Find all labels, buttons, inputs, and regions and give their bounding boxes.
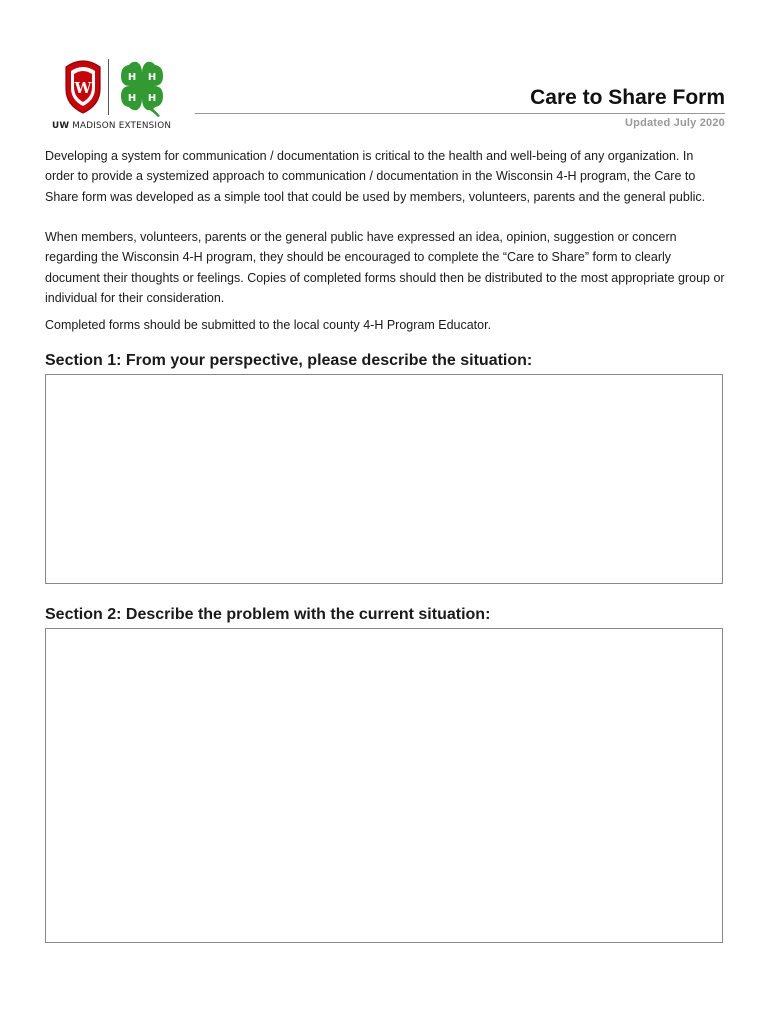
4h-clover-icon — [116, 59, 168, 117]
clover-leaf-letter: H — [127, 72, 137, 83]
uw-text: UW — [52, 121, 70, 131]
section-1-answer-field[interactable] — [45, 374, 723, 584]
section-2-heading: Section 2: Describe the problem with the current situation: — [45, 606, 491, 623]
uw-crest-icon — [62, 57, 104, 115]
form-title: Care to Share Form — [530, 86, 725, 109]
intro-paragraph-1: Developing a system for communication / documentation is critical to the health and well-being of any organization. In order to provide a systemized approach to communication / documentation in the Wisconsin 4-H program, the Care to Share form was developed as a simple tool that could be used by members, volunteers, parents and the general public. — [45, 149, 706, 204]
clover-leaf-letter: H — [147, 72, 157, 83]
intro-paragraph-3: Completed forms should be submitted to the local county 4-H Program Educator. — [45, 318, 492, 332]
clover-leaf-letter: H — [147, 93, 157, 104]
extension-text: MADISON EXTENSION — [72, 121, 172, 131]
section-2-answer-field[interactable] — [45, 628, 723, 943]
extension-wordmark — [52, 121, 171, 131]
crest-letter: W — [74, 79, 92, 97]
clover-leaf-letter: H — [127, 93, 137, 104]
logo-divider — [108, 59, 109, 115]
section-1-heading: Section 1: From your perspective, please describe the situation: — [45, 352, 533, 369]
title-divider — [195, 113, 725, 114]
uw-madison-extension-4h-logo — [52, 55, 192, 135]
intro-paragraph-2: When members, volunteers, parents or the general public have expressed an idea, opinion, suggestion or concern regarding the Wisconsin 4-H program, they should be encouraged to complete the “Care to Share” form to clearly document their thoughts or feelings. Copies of completed forms should then be distributed to the most appropriate group or individual for their consideration. — [45, 230, 725, 306]
updated-date: Updated July 2020 — [625, 117, 725, 129]
